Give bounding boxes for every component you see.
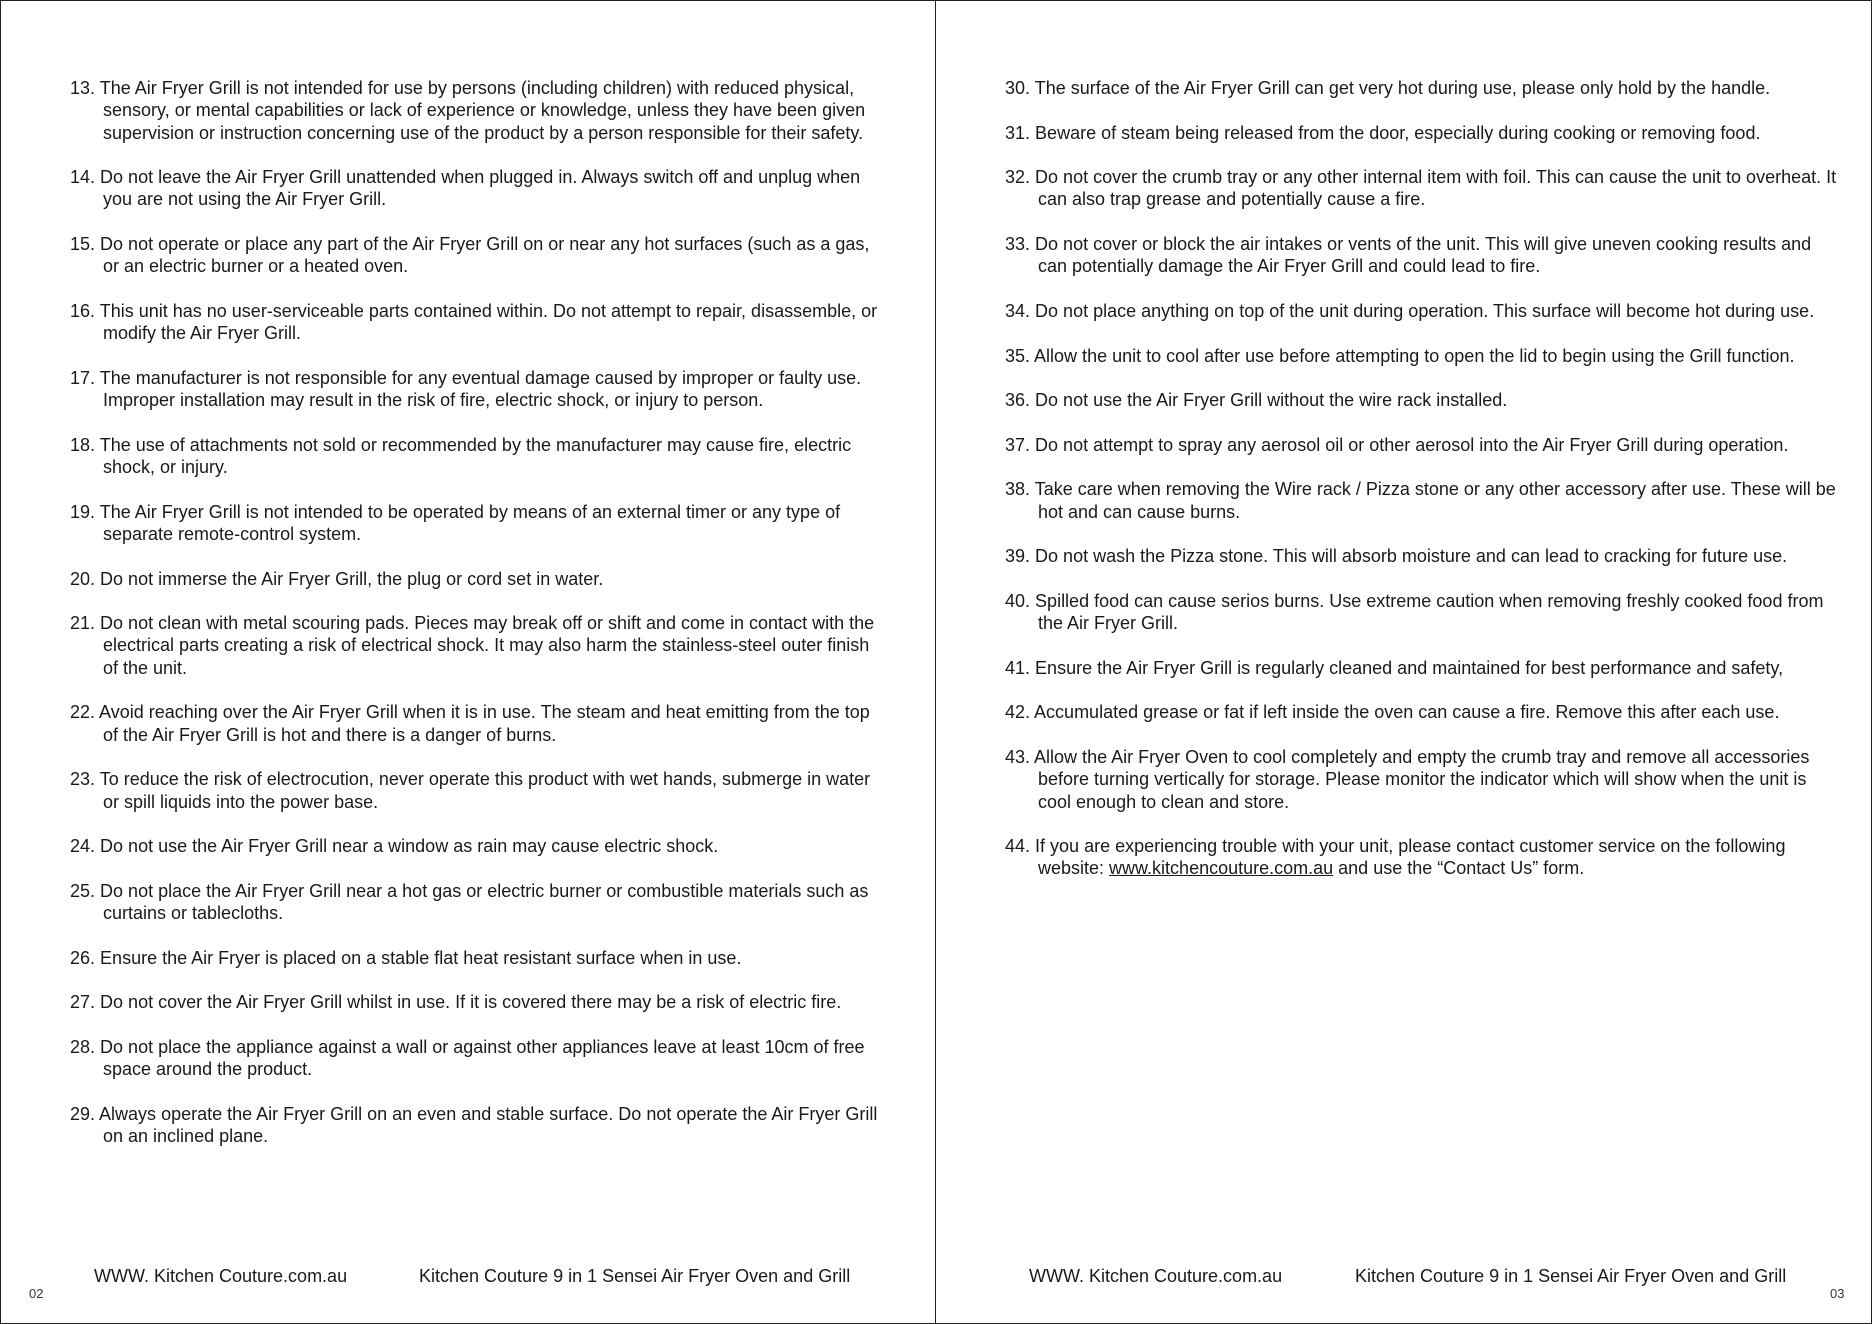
- left-page: [1, 1, 936, 1323]
- list-item: [1005, 657, 1837, 679]
- item-text: Do not place the Air Fryer Grill near a hot gas or electric burner or combustible materials such as curtains or tablecloths.: [100, 880, 869, 923]
- item-number: 41.: [1005, 657, 1031, 678]
- list-item: [70, 166, 880, 211]
- item-text: Do not clean with metal scouring pads. Pieces may break off or shift and come in contact with the electrical parts creating a risk of electrical shock. It may also harm the stainless-steel outer finish of the unit.: [100, 613, 875, 678]
- item-text: Ensure the Air Fryer Grill is regularly cleaned and maintained for best performance and safety,: [1035, 657, 1784, 678]
- item-number: 24.: [70, 836, 96, 857]
- item-number: 40.: [1005, 590, 1031, 611]
- list-item: [1005, 122, 1837, 144]
- right-safety-list: [1005, 77, 1837, 902]
- item-number: 17.: [70, 367, 96, 388]
- footer-website: WWW. Kitchen Couture.com.au: [1029, 1266, 1283, 1286]
- item-text: Do not use the Air Fryer Grill without the wire rack installed.: [1035, 390, 1508, 411]
- list-item: [1005, 389, 1837, 411]
- item-text: If you are experiencing trouble with your unit, please contact customer service on the following website:: [1035, 836, 1786, 879]
- list-item: [70, 880, 880, 925]
- footer-product-name: Kitchen Couture 9 in 1 Sensei Air Fryer Oven and Grill: [1355, 1266, 1787, 1286]
- item-number: 28.: [70, 1036, 96, 1057]
- item-text: Accumulated grease or fat if left inside the oven can cause a fire. Remove this after each use.: [1034, 702, 1780, 723]
- item-number: 29.: [70, 1103, 96, 1124]
- list-item: [1005, 545, 1837, 567]
- list-item: [70, 701, 880, 746]
- list-item: [1005, 434, 1837, 456]
- list-item: [70, 568, 880, 590]
- item-text: The Air Fryer Grill is not intended to be operated by means of an external timer or any type of separate remote-control system.: [99, 501, 841, 544]
- item-number: 16.: [70, 300, 96, 321]
- item-text: Allow the unit to cool after use before attempting to open the lid to begin using the Grill function.: [1034, 345, 1795, 366]
- item-number: 35.: [1005, 345, 1031, 366]
- item-number: 25.: [70, 880, 96, 901]
- item-text: Do not cover or block the air intakes or vents of the unit. This will give uneven cooking results and can potentially damage the Air Fryer Grill and could lead to fire.: [1035, 234, 1812, 277]
- list-item: [70, 768, 880, 813]
- list-item: [1005, 166, 1837, 211]
- right-page: [937, 1, 1872, 1323]
- item-text: To reduce the risk of electrocution, never operate this product with wet hands, submerge in water or spill liquids into the power base.: [99, 769, 871, 812]
- item-text: Take care when removing the Wire rack / Pizza stone or any other accessory after use. These will be hot and can cause burns.: [1034, 479, 1836, 522]
- list-item: [70, 367, 880, 412]
- item-text: Do not cover the Air Fryer Grill whilst in use. If it is covered there may be a risk of electric fire.: [100, 992, 842, 1013]
- page-number: 02: [29, 1286, 44, 1301]
- website-link[interactable]: www.kitchencouture.com.au: [1109, 858, 1334, 879]
- item-text: The use of attachments not sold or recommended by the manufacturer may cause fire, electric shock, or injury.: [99, 434, 852, 478]
- item-number: 43.: [1005, 746, 1031, 767]
- item-number: 18.: [70, 434, 96, 455]
- item-number: 30.: [1005, 78, 1031, 98]
- list-item: [1005, 345, 1837, 367]
- item-number: 14.: [70, 167, 96, 188]
- item-number: 34.: [1005, 300, 1031, 321]
- item-text: Do not leave the Air Fryer Grill unattended when plugged in. Always switch off and unplug when you are not using the Air Fryer Grill.: [100, 167, 861, 210]
- item-number: 38.: [1005, 479, 1031, 500]
- item-text: The surface of the Air Fryer Grill can get very hot during use, please only hold by the handle.: [1034, 78, 1771, 98]
- footer-product-name: Kitchen Couture 9 in 1 Sensei Air Fryer Oven and Grill: [419, 1266, 851, 1286]
- list-item: [70, 1103, 880, 1148]
- list-item: [1005, 77, 1837, 99]
- item-number: 23.: [70, 769, 96, 790]
- item-number: 21.: [70, 613, 96, 634]
- item-text: Avoid reaching over the Air Fryer Grill when it is in use. The steam and heat emitting from the top of the Air Fryer Grill is hot and there is a danger of burns.: [99, 702, 870, 745]
- item-number: 13.: [70, 78, 96, 98]
- item-text: Always operate the Air Fryer Grill on an even and stable surface. Do not operate the Air Fryer Grill on an inclined plane.: [99, 1103, 878, 1146]
- item-number: 42.: [1005, 702, 1031, 723]
- item-text: Beware of steam being released from the door, especially during cooking or removing food.: [1035, 122, 1761, 143]
- list-item: [1005, 478, 1837, 523]
- item-number: 27.: [70, 992, 96, 1013]
- item-text: and use the “Contact Us” form.: [1333, 858, 1585, 879]
- list-item: [70, 835, 880, 857]
- left-safety-list: [70, 77, 880, 1170]
- item-text: Ensure the Air Fryer is placed on a stable flat heat resistant surface when in use.: [100, 947, 742, 968]
- footer-website: WWW. Kitchen Couture.com.au: [94, 1266, 348, 1286]
- list-item: [1005, 300, 1837, 322]
- item-number: 36.: [1005, 390, 1031, 411]
- item-number: 33.: [1005, 234, 1031, 255]
- list-item: [1005, 233, 1837, 278]
- item-text: Spilled food can cause serios burns. Use extreme caution when removing freshly cooked food from the Air Fryer Grill.: [1035, 590, 1824, 634]
- page-number: 03: [1830, 1286, 1845, 1301]
- item-text: Allow the Air Fryer Oven to cool completely and empty the crumb tray and remove all accessories before turning vertically for storage. Please monitor the indicator which will show when the unit is cool enough to clean and store.: [1034, 746, 1810, 812]
- item-text: Do not operate or place any part of the Air Fryer Grill on or near any hot surfaces (such as a gas, or an electric burner or a heated oven.: [100, 234, 870, 277]
- item-text: This unit has no user-serviceable parts contained within. Do not attempt to repair, disassemble, or modify the Air Fryer Grill.: [99, 300, 878, 344]
- item-number: 32.: [1005, 167, 1031, 188]
- list-item: [70, 991, 880, 1013]
- item-number: 44.: [1005, 836, 1031, 857]
- item-number: 22.: [70, 702, 96, 723]
- item-text: Do not attempt to spray any aerosol oil or other aerosol into the Air Fryer Grill during operation.: [1035, 434, 1789, 455]
- item-text: Do not place the appliance against a wall or against other appliances leave at least 10cm of free space around the product.: [100, 1036, 865, 1080]
- item-number: 20.: [70, 568, 96, 589]
- item-number: 37.: [1005, 434, 1031, 455]
- item-text: The Air Fryer Grill is not intended for use by persons (including children) with reduced physical, sensory, or mental capabilities or lack of experience or knowledge, unless they have been given supervision or instruction concerning use of the product by a person responsible for their safety.: [99, 78, 866, 143]
- item-number: 15.: [70, 234, 96, 255]
- item-text: The manufacturer is not responsible for any eventual damage caused by improper or faulty use. Improper installation may result in the risk of fire, electric shock, or injury to person.: [99, 367, 862, 411]
- list-item: [70, 612, 880, 679]
- list-item: [70, 233, 880, 278]
- item-number: 19.: [70, 501, 96, 522]
- item-text: Do not wash the Pizza stone. This will absorb moisture and can lead to cracking for future use.: [1035, 546, 1788, 567]
- list-item: [70, 501, 880, 546]
- list-item: [1005, 835, 1837, 880]
- list-item: [70, 1036, 880, 1081]
- item-number: 31.: [1005, 122, 1031, 143]
- item-number: 39.: [1005, 546, 1031, 567]
- list-item: [70, 947, 880, 969]
- item-text: Do not use the Air Fryer Grill near a window as rain may cause electric shock.: [100, 836, 719, 857]
- list-item: [1005, 590, 1837, 635]
- list-item: [70, 77, 880, 144]
- list-item: [70, 434, 880, 479]
- list-item: [1005, 701, 1837, 723]
- item-text: Do not place anything on top of the unit during operation. This surface will become hot during use.: [1035, 300, 1815, 321]
- item-text: Do not immerse the Air Fryer Grill, the plug or cord set in water.: [100, 568, 604, 589]
- item-number: 26.: [70, 947, 96, 968]
- list-item: [70, 300, 880, 345]
- list-item: [1005, 746, 1837, 813]
- item-text: Do not cover the crumb tray or any other internal item with foil. This can cause the unit to overheat. It can also trap grease and potentially cause a fire.: [1035, 167, 1837, 210]
